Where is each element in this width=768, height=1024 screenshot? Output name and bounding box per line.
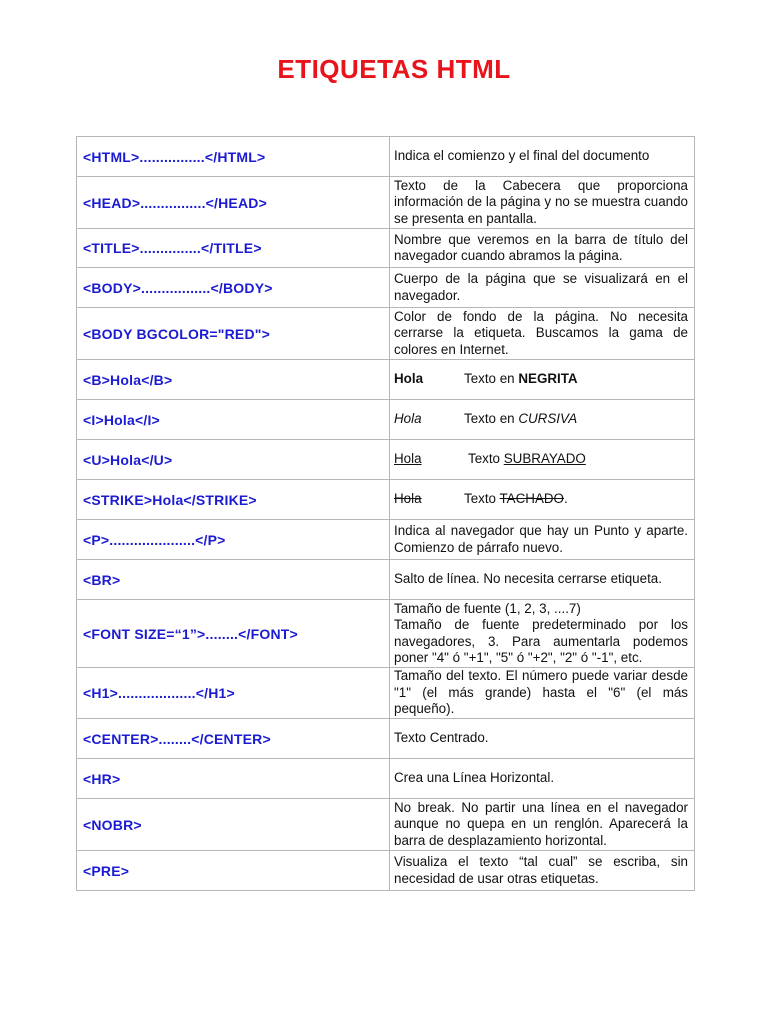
tag-cell: <STRIKE>Hola</STRIKE>	[77, 480, 390, 520]
page-title: ETIQUETAS HTML	[277, 54, 511, 84]
underline-example-wrap	[394, 451, 468, 468]
description-cell: Indica el comienzo y el final del documento	[390, 137, 695, 177]
tag-cell: <TITLE>...............</TITLE>	[77, 229, 390, 268]
table-row	[77, 308, 695, 360]
description-cell	[390, 440, 695, 480]
description-cell: Tamaño del texto. El número puede variar desde "1" (el más grande) hasta el "6" (el más pequeño).	[390, 668, 695, 719]
description-cell	[390, 600, 695, 668]
tag-cell: <B>Hola</B>	[77, 360, 390, 400]
table-row	[77, 137, 695, 177]
strike-styled-word: TACHADO	[499, 491, 564, 507]
description-cell: Texto de la Cabecera que proporciona información de la página y no se muestra cuando se presenta en pantalla.	[390, 177, 695, 229]
table-row	[77, 177, 695, 229]
table-row	[77, 799, 695, 851]
table-row	[77, 360, 695, 400]
description-line-2: Tamaño de fuente predeterminado por los navegadores, 3. Para aumentarla podemos poner "4" ó "+1", "5" ó "+2", "2" ó "-1", etc.	[394, 617, 688, 665]
strike-example-wrap	[394, 491, 464, 508]
description-cell: Color de fondo de la página. No necesita cerrarse la etiqueta. Buscamos la gama de colores en Internet.	[390, 308, 695, 360]
table-row	[77, 480, 695, 520]
table-row	[77, 851, 695, 891]
italic-example: Hola	[394, 411, 422, 427]
description-prefix: Texto en	[464, 411, 519, 427]
table-row	[77, 719, 695, 759]
italic-styled-word: CURSIVA	[518, 411, 578, 427]
bold-example: Hola	[394, 371, 424, 387]
description-cell: No break. No partir una línea en el navegador aunque no quepa en un renglón. Aparecerá la barra de desplazamiento horizontal.	[390, 799, 695, 851]
description-cell	[390, 400, 695, 440]
tag-cell: <HTML>................</HTML>	[77, 137, 390, 177]
tag-cell: <I>Hola</I>	[77, 400, 390, 440]
table-row	[77, 268, 695, 308]
description-cell: Salto de línea. No necesita cerrarse etiqueta.	[390, 560, 695, 600]
tag-cell: <H1>...................</H1>	[77, 668, 390, 719]
tag-cell: <NOBR>	[77, 799, 390, 851]
tag-cell: <PRE>	[77, 851, 390, 891]
description-cell: Visualiza el texto “tal cual” se escriba, sin necesidad de usar otras etiquetas.	[390, 851, 695, 891]
underline-example: Hola	[394, 451, 422, 467]
tag-cell: <FONT SIZE=“1”>........</FONT>	[77, 600, 390, 668]
table-row	[77, 400, 695, 440]
table-row	[77, 560, 695, 600]
description-cell	[390, 480, 695, 520]
underline-styled-word: SUBRAYADO	[503, 451, 586, 467]
tag-cell: <CENTER>........</CENTER>	[77, 719, 390, 759]
tag-cell: <BODY BGCOLOR="RED">	[77, 308, 390, 360]
description-prefix: Texto en	[464, 371, 519, 387]
bold-styled-word: NEGRITA	[518, 371, 578, 387]
description-cell: Nombre que veremos en la barra de título del navegador cuando abramos la página.	[390, 229, 695, 268]
description-cell: Cuerpo de la página que se visualizará en el navegador.	[390, 268, 695, 308]
table-row	[77, 229, 695, 268]
description-suffix: .	[563, 491, 568, 507]
strike-example: Hola	[394, 491, 422, 507]
table-row	[77, 600, 695, 668]
description-prefix: Texto	[468, 451, 504, 467]
tag-cell: <P>.....................</P>	[77, 520, 390, 560]
tag-cell: <U>Hola</U>	[77, 440, 390, 480]
description-cell	[390, 360, 695, 400]
table-row	[77, 668, 695, 719]
description-cell: Texto Centrado.	[390, 719, 695, 759]
tag-cell: <BODY>.................</BODY>	[77, 268, 390, 308]
tag-cell: <BR>	[77, 560, 390, 600]
tag-cell: <HR>	[77, 759, 390, 799]
description-line-1: Tamaño de fuente (1, 2, 3, ....7)	[394, 600, 581, 616]
table-row	[77, 759, 695, 799]
description-prefix: Texto	[464, 491, 500, 507]
table-row	[77, 440, 695, 480]
description-cell: Crea una Línea Horizontal.	[390, 759, 695, 799]
description-cell: Indica al navegador que hay un Punto y aparte. Comienzo de párrafo nuevo.	[390, 520, 695, 560]
tag-cell: <HEAD>................</HEAD>	[77, 177, 390, 229]
table-row	[77, 520, 695, 560]
html-tags-table	[76, 136, 695, 891]
